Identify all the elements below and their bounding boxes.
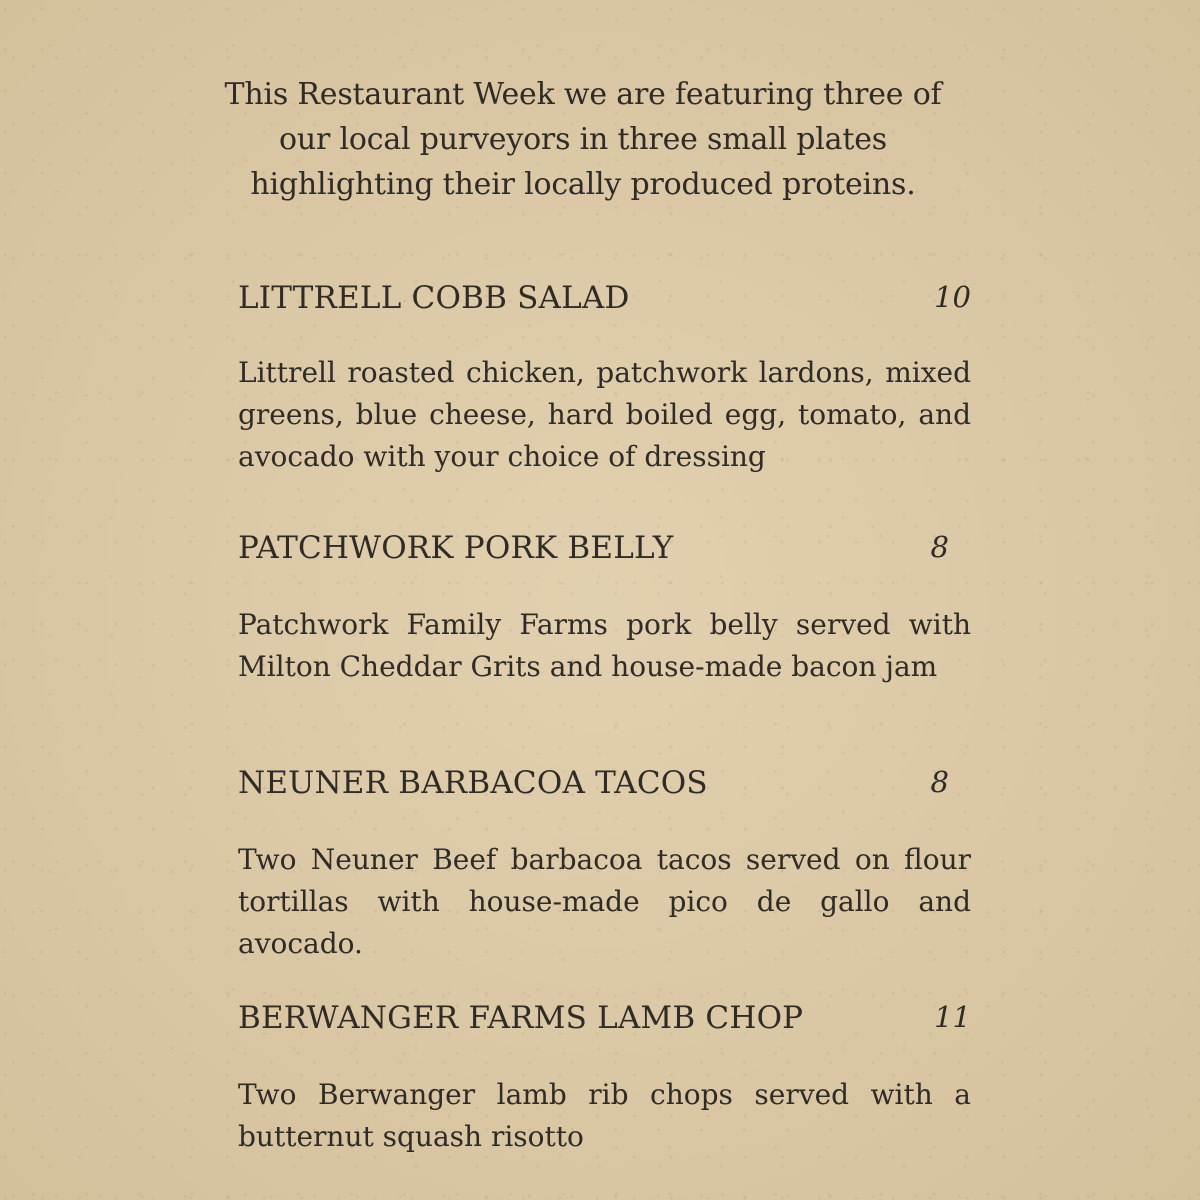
menu-item-berwanger-farms-lamb-chop [238, 1000, 971, 1153]
menu-item-description: Two Neuner Beef barbacoa tacos served on flour tortillas with house-made pico de gallo and avocado. [238, 843, 971, 960]
menu-item-neuner-barbacoa-tacos [238, 765, 971, 960]
menu-item-littrell-cobb-salad [238, 280, 971, 473]
menu-item-name: NEUNER BARBACOA TACOS [238, 765, 708, 801]
menu-item-name: BERWANGER FARMS LAMB CHOP [238, 1000, 804, 1036]
menu-item-name: PATCHWORK PORK BELLY [238, 530, 674, 566]
menu-item-header [238, 1000, 971, 1050]
menu-item-price: 8 [930, 765, 949, 799]
menu-item-header [238, 765, 971, 815]
menu-item-price: 11 [934, 1000, 971, 1034]
menu-item-description: Littrell roasted chicken, patchwork lardons, mixed greens, blue cheese, hard boiled egg, tomato, and avocado with your choice of dressing [238, 356, 971, 473]
menu-item-description: Patchwork Family Farms pork belly served with Milton Cheddar Grits and house-made bacon jam [238, 608, 971, 683]
menu-item-price: 8 [930, 530, 949, 564]
menu-item-name: LITTRELL COBB SALAD [238, 280, 630, 316]
menu-item-price: 10 [934, 280, 971, 314]
menu-item-header [238, 280, 971, 330]
menu-item-header [238, 530, 971, 580]
menu-item-patchwork-pork-belly [238, 530, 971, 683]
intro-text: This Restaurant Week we are featuring three of our local purveyors in three small plates highlighting their locally produced proteins. [224, 77, 942, 202]
menu-item-description: Two Berwanger lamb rib chops served with a butternut squash risotto [238, 1078, 971, 1153]
